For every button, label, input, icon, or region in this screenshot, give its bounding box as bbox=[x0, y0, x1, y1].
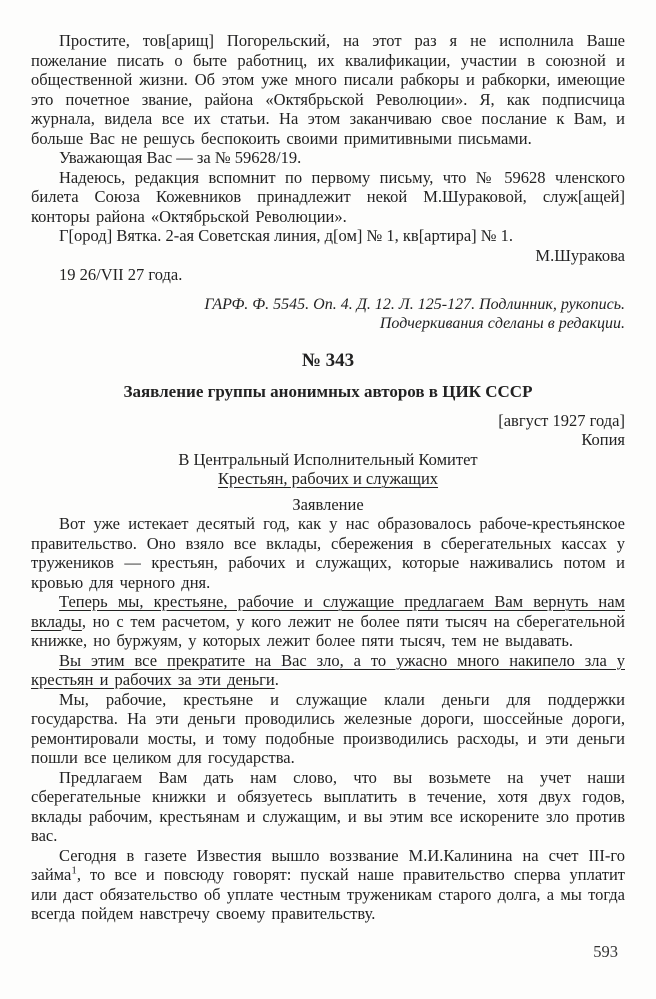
letter-signoff-line: Уважающая Вас — за № 59628/19. bbox=[59, 148, 302, 167]
body-paragraph-6-part1: Сегодня в газете Известия вышло воззвание М.И.Калинина на счет III-го займа bbox=[31, 845, 625, 884]
document-343-section bbox=[31, 349, 625, 924]
letter-ending-section bbox=[31, 31, 625, 285]
letter-address-line: Г[ород] Вятка. 2-ая Советская линия, д[ом] № 1, кв[артира] № 1. bbox=[59, 226, 514, 245]
letter-signature: М.Шуракова bbox=[535, 245, 625, 265]
addressee-line-2-text: Крестьян, рабочих и служащих bbox=[217, 469, 439, 488]
page-number: 593 bbox=[593, 941, 618, 961]
letter-paragraph-2: Надеюсь, редакция вспомнит по первому письму, что № 59628 членского билета Союза Кожевников принадлежит некой М.Шураковой, служ[ащей] конторы района «Октябрьской Революции». bbox=[31, 167, 625, 226]
archival-reference-line-1: ГАРФ. Ф. 5545. Оп. 4. Д. 12. Л. 125-127. Подлинник, рукопись. bbox=[204, 295, 625, 313]
letter-paragraph-1: Простите, тов[арищ] Погорельский, на этот раз я не исполнила Ваше пожелание писать о быте работниц, их квалификации, участии в союзной и общественной жизни. Об этом уже много писали рабкоры и рабкорки, имеющие это почетное звание, района «Октябрьской Революции». Я, как подписчица журнала, видела все их статьи. На этом заканчиваю свое послание к Вам, и больше Вас не решусь беспокоить своими примитивными письмами. bbox=[31, 31, 625, 148]
archival-reference bbox=[31, 295, 625, 334]
body-paragraph-2 bbox=[31, 592, 625, 651]
addressee-line-2 bbox=[31, 469, 625, 489]
body-paragraph-1: Вот уже истекает десятый год, как у нас образовалось рабоче-крестьянское правительство. Оно взяло все вклады, сбережения в сберегательных кассах у тружеников — крестьян, рабочих и служащих, которые наживались потом и кровью для черного дня. bbox=[31, 514, 625, 592]
body-paragraph-6 bbox=[31, 846, 625, 924]
document-number: № 343 bbox=[301, 349, 355, 371]
document-title: Заявление группы анонимных авторов в ЦИК СССР bbox=[123, 381, 533, 401]
body-paragraph-2-rest: , но с тем расчетом, у кого лежит не более пяти тысяч на сберегательной книжке, но буржуям, у которых лежит более пяти тысяч, тем не выдавать. bbox=[31, 611, 625, 650]
addressee-line-1: В Центральный Исполнительный Комитет bbox=[178, 449, 478, 469]
footnote-marker: 1 bbox=[71, 864, 77, 877]
document-copy-label: Копия bbox=[581, 430, 625, 449]
body-paragraph-3-rest: . bbox=[274, 670, 279, 689]
body-paragraph-4: Мы, рабочие, крестьяне и служащие клали деньги для поддержки государства. На эти деньги проводились железные дороги, шоссейные дороги, ремонтировали мосты, и тому подобные производились расходы, и эти деньги пошли все целиком для государства. bbox=[31, 689, 625, 767]
letter-date-line: 19 26/VII 27 года. bbox=[59, 265, 183, 284]
body-paragraph-3-underlined: Вы этим все прекратите на Вас зло, а то ужасно много накипело зла у крестьян и рабочих за эти деньги bbox=[31, 650, 625, 689]
body-paragraph-3 bbox=[31, 651, 625, 690]
body-paragraph-6-part2: , то все и повсюду говорят: пускай наше правительство сперва уплатит или даст обязательство об уплате честным труженикам старого долга, а мы тогда всегда пойдем навстречу своему правительству. bbox=[31, 865, 625, 923]
body-paragraph-2-underlined: Теперь мы, крестьяне, рабочие и служащие предлагаем Вам вернуть нам вклады bbox=[31, 592, 625, 631]
document-date: [август 1927 года] bbox=[498, 410, 625, 430]
body-paragraph-5: Предлагаем Вам дать нам слово, что вы возьмете на учет наши сберегательные книжки и обязуетесь выплатить в течение, хотя двух годов, вклады рабочим, крестьянам и служащим, и вы этим все искорените зло против вас. bbox=[31, 767, 625, 845]
archival-reference-line-2: Подчеркивания сделаны в редакции. bbox=[379, 315, 625, 332]
document-heading: Заявление bbox=[292, 494, 364, 514]
